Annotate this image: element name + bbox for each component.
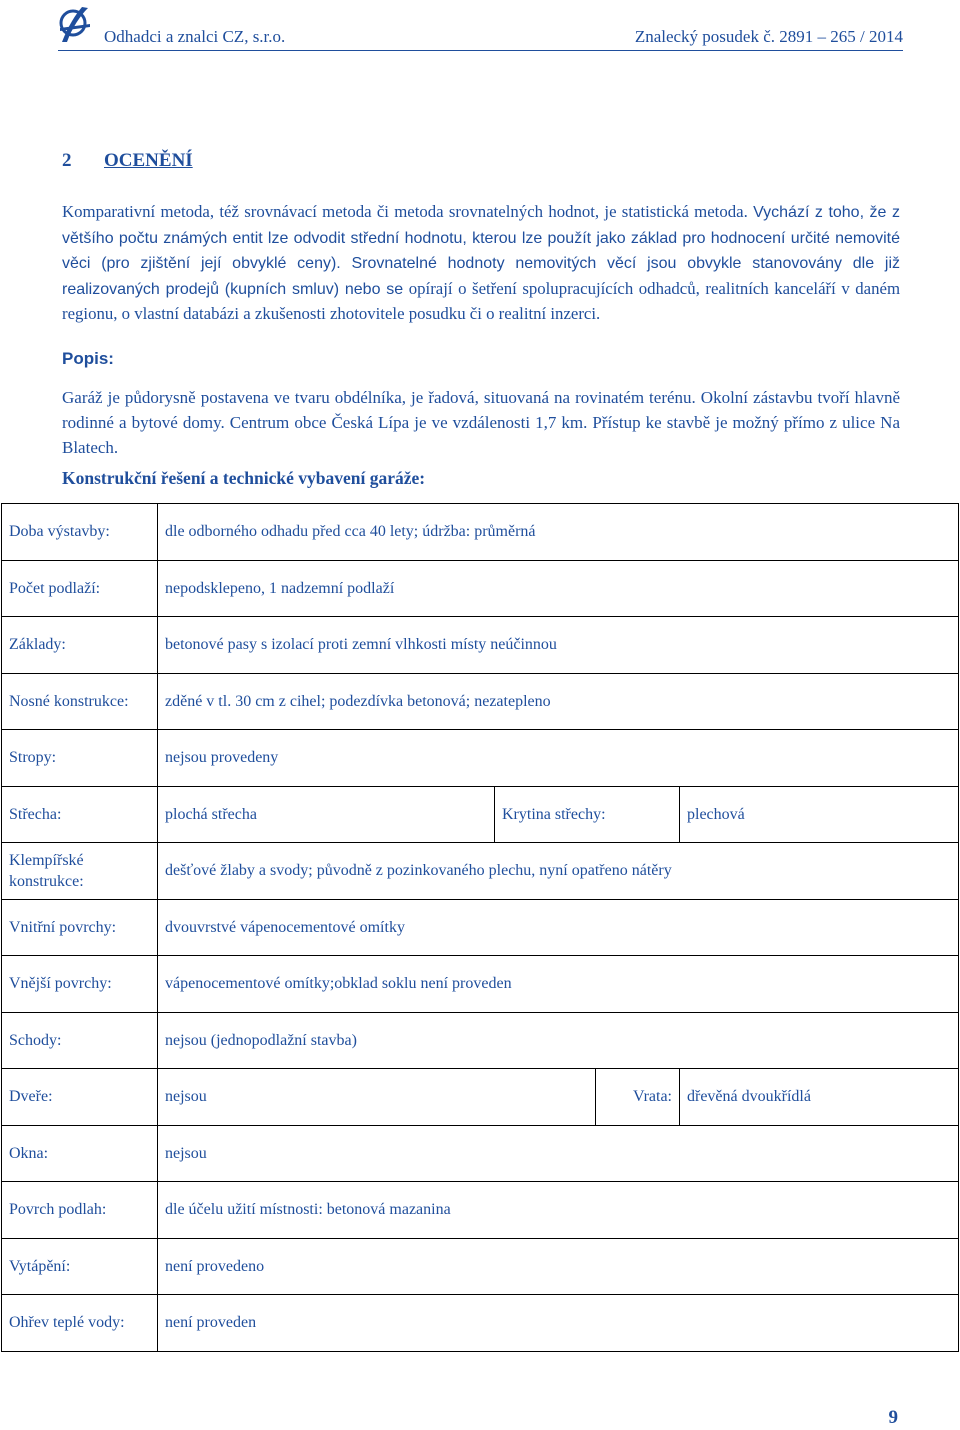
section-title: OCENĚNÍ <box>104 150 193 171</box>
row-label: Povrch podlah: <box>2 1182 158 1239</box>
row-value-2: dřevěná dvoukřídlá <box>680 1069 959 1126</box>
table-row <box>2 1295 959 1352</box>
row-value: plochá střecha <box>158 786 495 843</box>
table-row <box>2 730 959 787</box>
page-number: 9 <box>888 1407 898 1428</box>
table-row <box>2 673 959 730</box>
row-label-2: Vrata: <box>596 1069 680 1126</box>
row-label: Stropy: <box>2 730 158 787</box>
row-label: Okna: <box>2 1125 158 1182</box>
table-row <box>2 504 959 561</box>
intro-paragraph <box>62 200 900 327</box>
page-header <box>58 0 903 52</box>
header-divider <box>58 50 903 51</box>
row-label: Základy: <box>2 617 158 674</box>
row-value: nejsou provedeny <box>158 730 959 787</box>
row-label: Doba výstavby: <box>2 504 158 561</box>
intro-text-serif: Komparativní metoda, též srovnávací metoda či metoda srovnatelných hodnot, je statistická metoda. <box>62 202 748 221</box>
os-logo-icon <box>58 4 98 46</box>
row-value: betonové pasy s izolací proti zemní vlhkosti místy neúčinnou <box>158 617 959 674</box>
row-value: dešťové žlaby a svody; původně z pozinkovaného plechu, nyní opatřeno nátěry <box>158 843 959 900</box>
row-label: Nosné konstrukce: <box>2 673 158 730</box>
row-value: není provedeno <box>158 1238 959 1295</box>
table-row <box>2 843 959 900</box>
row-value: dvouvrstvé vápenocementové omítky <box>158 899 959 956</box>
table-row <box>2 1182 959 1239</box>
row-value: nepodsklepeno, 1 nadzemní podlaží <box>158 560 959 617</box>
row-value: nejsou <box>158 1069 596 1126</box>
section-number: 2 <box>62 150 72 171</box>
row-label: Vnější povrchy: <box>2 956 158 1013</box>
row-value: nejsou (jednopodlažní stavba) <box>158 1012 959 1069</box>
row-value-2: plechová <box>680 786 959 843</box>
table-row <box>2 956 959 1013</box>
intro-text-sans: Vychází z toho, že z většího počtu známých entit lze odvodit střední hodnotu, kterou lze použít jako základ pro hodnocení určité nemovité věci (pro zjištění její obvyklé ceny). Srovnatelné hodnoty nemovitých věcí jsou obvykle stanovovány dle již realizovaných prodejů (kupních smluv) nebo se <box>62 204 900 298</box>
table-row <box>2 1069 959 1126</box>
construction-table <box>1 503 959 1352</box>
construction-heading: Konstrukční řešení a technické vybavení garáže: <box>62 468 426 488</box>
row-label: Vnitřní povrchy: <box>2 899 158 956</box>
table-row <box>2 899 959 956</box>
row-value: dle odborného odhadu před cca 40 lety; údržba: průměrná <box>158 504 959 561</box>
row-label: Vytápění: <box>2 1238 158 1295</box>
row-label: Schody: <box>2 1012 158 1069</box>
row-value: vápenocementové omítky;obklad soklu není proveden <box>158 956 959 1013</box>
intro-text-rest: opírají o šetření spolupracujících odhadců, realitních kanceláří v daném regionu, o vlastní databázi a zkušenosti zhotovitele posudku či o realitní inzerci. <box>62 278 901 324</box>
row-label: Klempířské konstrukce: <box>2 843 158 900</box>
row-label: Střecha: <box>2 786 158 843</box>
row-label: Dveře: <box>2 1069 158 1126</box>
table-row <box>2 1125 959 1182</box>
row-value: není proveden <box>158 1295 959 1352</box>
row-value: dle účelu užití místnosti: betonová mazanina <box>158 1182 959 1239</box>
table-row <box>2 1012 959 1069</box>
table-row <box>2 1238 959 1295</box>
table-row <box>2 786 959 843</box>
section-heading <box>62 150 193 172</box>
popis-paragraph: Garáž je půdorysně postavena ve tvaru obdélníka, je řadová, situovaná na rovinatém terénu. Okolní zástavbu tvoří hlavně rodinné a bytové domy. Centrum obce Česká Lípa je ve vzdálenosti 1,7 km. Přístup ke stavbě je možný přímo z ulice Na Blatech. <box>62 388 900 457</box>
row-label-2: Krytina střechy: <box>495 786 680 843</box>
row-label: Počet podlaží: <box>2 560 158 617</box>
table-row <box>2 560 959 617</box>
popis-heading: Popis: <box>62 349 114 368</box>
table-row <box>2 617 959 674</box>
row-value: nejsou <box>158 1125 959 1182</box>
row-value: zděné v tl. 30 cm z cihel; podezdívka betonová; nezatepleno <box>158 673 959 730</box>
report-number: Znalecký posudek č. 2891 – 265 / 2014 <box>634 27 903 46</box>
row-label: Ohřev teplé vody: <box>2 1295 158 1352</box>
company-name: Odhadci a znalci CZ, s.r.o. <box>104 27 286 46</box>
